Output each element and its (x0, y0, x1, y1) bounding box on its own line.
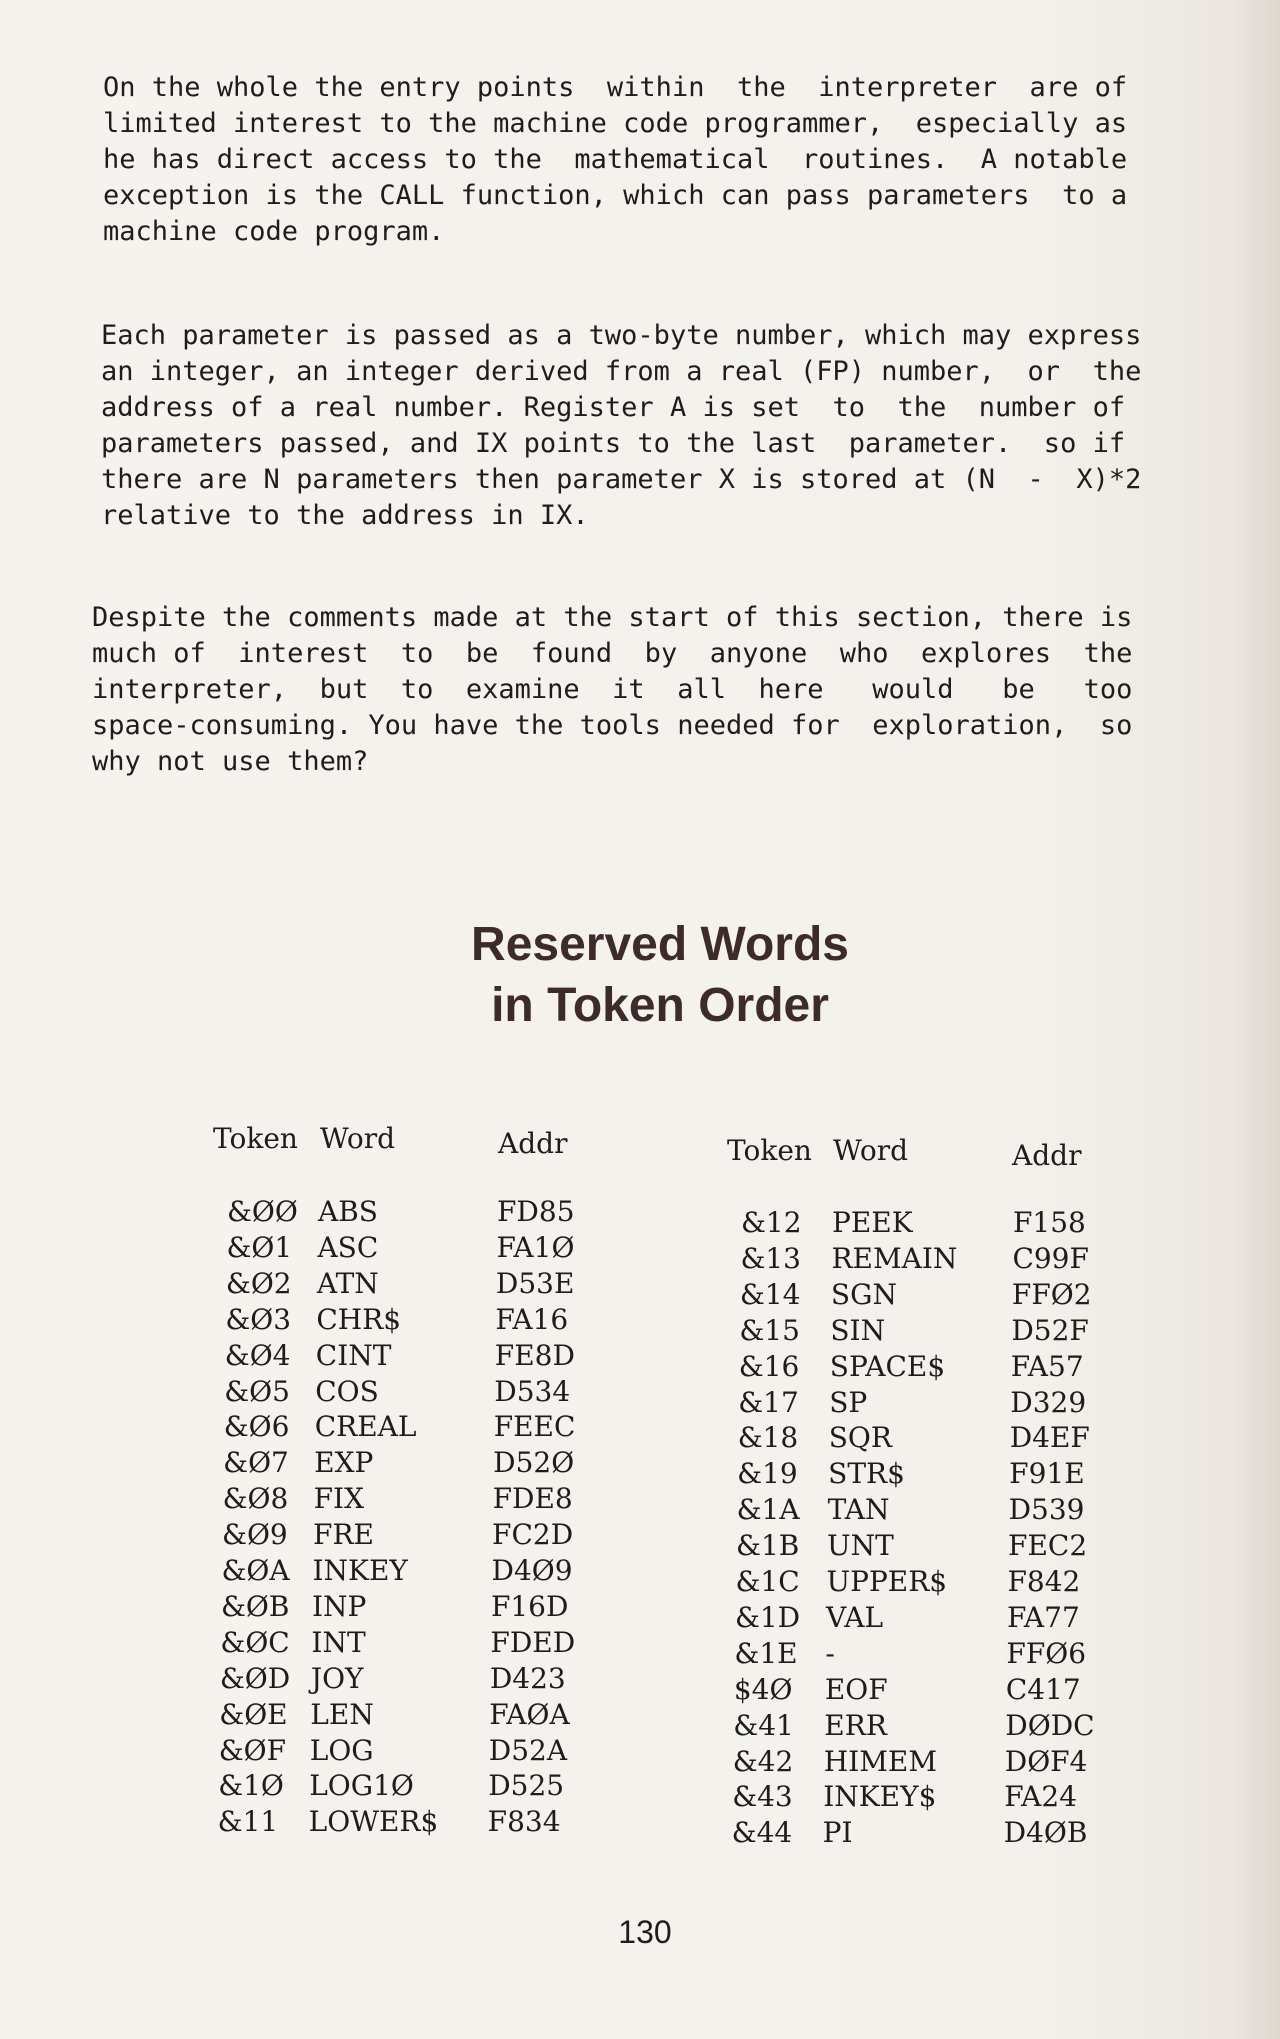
token-cell: &42 (732, 1744, 794, 1778)
addr-cell: D52A (488, 1733, 568, 1767)
word-cell: SGN (830, 1277, 897, 1311)
word-cell: SQR (828, 1421, 892, 1455)
word-cell: VAL (825, 1600, 884, 1634)
word-cell: INKEY (312, 1554, 408, 1587)
addr-cell: D52F (1011, 1313, 1089, 1347)
token-cell: &Ø6 (223, 1410, 290, 1444)
token-cell: &Ø7 (223, 1446, 289, 1480)
addr-cell: D4EF (1009, 1421, 1090, 1455)
word-cell: EOF (824, 1672, 888, 1706)
left-header-token: Token (213, 1122, 298, 1155)
addr-cell: D329 (1010, 1385, 1087, 1419)
addr-cell: F842 (1007, 1565, 1081, 1598)
token-cell: &12 (741, 1206, 802, 1239)
token-cell: &Ø1 (226, 1230, 293, 1264)
word-cell: ABS (318, 1195, 378, 1228)
token-cell: &Ø8 (222, 1482, 289, 1516)
addr-cell: DØF4 (1004, 1744, 1088, 1778)
token-cell: &1E (734, 1636, 798, 1670)
word-cell: CINT (315, 1338, 392, 1372)
word-cell: JOY (310, 1661, 364, 1695)
word-cell: - (825, 1636, 835, 1670)
word-cell: SP (829, 1385, 868, 1419)
token-cell: &ØF (218, 1733, 287, 1767)
word-cell: COS (315, 1374, 379, 1408)
addr-cell: FC2D (492, 1518, 574, 1552)
token-cell: &44 (731, 1816, 793, 1850)
paragraph-exploration: Despite the comments made at the start of this section, there is much of interest to be found by anyone who explores the interpreter, but to examine it all here would be too space-consuming. You have the tools needed for exploration, so why not use them? (92, 602, 1133, 777)
paragraph-parameters: Each parameter is passed as a two-byte number, which may express an integer, an integer derived from a real (FP) number, or the address of a real number. Register A is set to the number of parameters passed, and IX points to the last parameter. so if there are N parameters then parameter X is stored at (N - X)*2 relative to the address in IX. (101, 320, 1142, 531)
word-cell: FIX (313, 1482, 365, 1516)
token-cell: &ØA (221, 1554, 290, 1587)
addr-cell: FDED (490, 1625, 576, 1659)
token-cell: &1B (736, 1529, 800, 1563)
token-cell: &1D (734, 1600, 801, 1634)
page-number: 130 (618, 1914, 672, 1950)
token-cell: &ØE (219, 1697, 288, 1731)
word-cell: TAN (827, 1493, 890, 1527)
addr-cell: FAØA (489, 1697, 570, 1731)
right-header-addr: Addr (1012, 1139, 1082, 1172)
word-cell: ASC (317, 1230, 379, 1264)
token-cell: &16 (738, 1349, 800, 1383)
token-cell: &1A (736, 1493, 800, 1527)
paragraph-entry-points: On the whole the entry points within the interpreter are of limited interest to the machine code programmer, especially as he has direct access to the mathematical routines. A notable exception is the CALL function, which can pass parameters to a machine code program. (103, 72, 1128, 247)
addr-cell: FA57 (1010, 1349, 1084, 1383)
addr-cell: F834 (487, 1805, 561, 1839)
addr-cell: FEC2 (1008, 1529, 1088, 1563)
addr-cell: D4ØB (1003, 1816, 1088, 1850)
word-cell: EXP (314, 1446, 374, 1480)
token-cell: &Ø4 (224, 1338, 291, 1372)
section-title-line-2: in Token Order (491, 979, 829, 1032)
token-cell: &Ø5 (224, 1374, 290, 1408)
left-header-word: Word (320, 1122, 396, 1155)
token-cell: &41 (733, 1708, 794, 1742)
word-cell: CHR$ (316, 1302, 402, 1336)
addr-cell: D423 (489, 1661, 566, 1695)
token-cell: &1Ø (218, 1769, 284, 1803)
token-cell: &ØØ (227, 1195, 298, 1228)
token-cell: &1C (735, 1565, 800, 1598)
word-cell: REMAIN (831, 1241, 958, 1275)
word-cell: HIMEM (823, 1744, 938, 1778)
word-cell: LOG1Ø (309, 1769, 414, 1803)
addr-cell: FA1Ø (496, 1230, 575, 1264)
token-cell: &ØC (220, 1625, 290, 1659)
addr-cell: D539 (1008, 1493, 1085, 1527)
token-cell: &13 (740, 1241, 801, 1275)
addr-cell: F158 (1013, 1206, 1086, 1239)
addr-cell: D534 (494, 1374, 571, 1408)
word-cell: LOG (309, 1733, 374, 1767)
addr-cell: FDE8 (492, 1482, 573, 1516)
addr-cell: F16D (490, 1589, 569, 1623)
addr-cell: FD85 (497, 1195, 575, 1228)
addr-cell: C99F (1012, 1241, 1089, 1275)
word-cell: SIN (830, 1313, 886, 1347)
addr-cell: C417 (1005, 1672, 1081, 1706)
token-cell: &11 (217, 1805, 279, 1839)
addr-cell: DØDC (1005, 1708, 1095, 1742)
token-cell: &17 (738, 1385, 799, 1419)
addr-cell: D4Ø9 (491, 1554, 573, 1587)
addr-cell: FFØ6 (1006, 1636, 1087, 1670)
token-cell: &Ø9 (222, 1518, 288, 1552)
token-cell: &19 (737, 1457, 798, 1491)
token-cell: &15 (739, 1313, 800, 1347)
word-cell: STR$ (828, 1457, 905, 1491)
token-cell: &43 (732, 1780, 793, 1814)
word-cell: FRE (313, 1518, 374, 1552)
section-title-line-1: Reserved Words (471, 918, 849, 971)
word-cell: LOWER$ (308, 1805, 439, 1839)
addr-cell: F91E (1009, 1457, 1085, 1491)
addr-cell: D53E (495, 1266, 575, 1300)
word-cell: ERR (824, 1708, 887, 1742)
token-cell: &ØB (220, 1589, 290, 1623)
word-cell: LEN (310, 1697, 374, 1731)
token-cell: &Ø3 (225, 1302, 292, 1336)
left-header-addr: Addr (498, 1127, 568, 1160)
word-cell: PI (822, 1816, 853, 1850)
word-cell: ATN (316, 1266, 379, 1300)
word-cell: PEEK (832, 1206, 913, 1239)
word-cell: SPACE$ (829, 1349, 946, 1383)
word-cell: INT (311, 1625, 366, 1659)
addr-cell: FA24 (1004, 1780, 1078, 1814)
word-cell: UPPER$ (826, 1565, 948, 1598)
right-header-token: Token (727, 1134, 812, 1167)
right-header-word: Word (833, 1134, 909, 1167)
token-cell: &14 (739, 1277, 801, 1311)
token-cell: $4Ø (733, 1672, 793, 1706)
addr-cell: FA16 (495, 1302, 569, 1336)
addr-cell: D525 (488, 1769, 565, 1803)
word-cell: UNT (827, 1529, 894, 1563)
word-cell: CREAL (314, 1410, 417, 1444)
token-cell: &Ø2 (225, 1266, 292, 1300)
addr-cell: FEEC (493, 1410, 576, 1444)
token-cell: &ØD (219, 1661, 291, 1695)
token-cell: &18 (737, 1421, 799, 1455)
addr-cell: FE8D (494, 1338, 575, 1372)
word-cell: INP (311, 1589, 367, 1623)
word-cell: INKEY$ (823, 1780, 937, 1814)
addr-cell: FFØ2 (1011, 1277, 1092, 1311)
addr-cell: D52Ø (493, 1446, 575, 1480)
addr-cell: FA77 (1006, 1600, 1080, 1634)
